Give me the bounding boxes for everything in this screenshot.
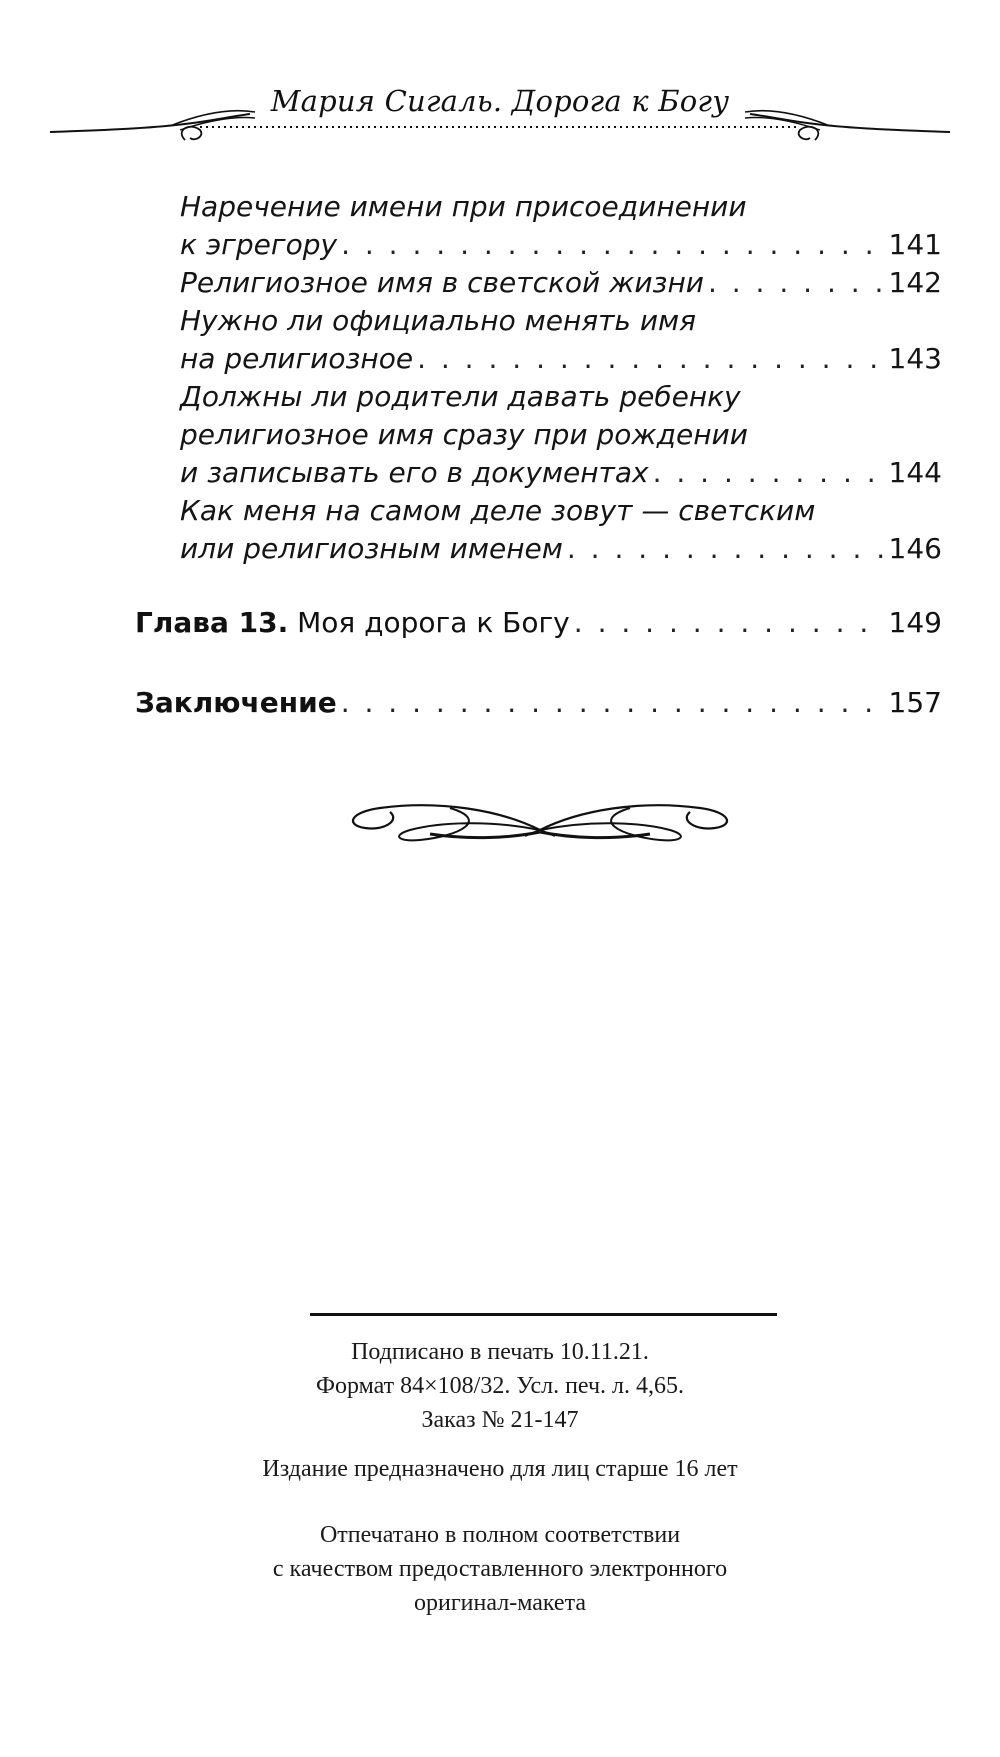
dot-leader xyxy=(417,340,884,378)
printing-notice-line: с качеством предоставленного электронного xyxy=(272,1556,728,1582)
toc-entry-chapter-13[interactable] xyxy=(135,604,942,642)
table-of-contents xyxy=(135,188,942,722)
header-ornament-rule xyxy=(50,100,950,160)
toc-entry-parents-religious-name[interactable] xyxy=(180,378,942,492)
order-number: Заказ № 21-147 xyxy=(421,1407,579,1433)
conclusion-label: Заключение xyxy=(135,686,337,719)
chapter-title: Моя дорога к Богу xyxy=(297,606,570,639)
dot-leader xyxy=(708,264,885,302)
toc-page-number: 141 xyxy=(888,228,942,261)
print-details xyxy=(0,1335,1000,1437)
printing-notice-line: оригинал-макета xyxy=(413,1590,587,1616)
toc-entry-conclusion[interactable] xyxy=(135,684,942,722)
printing-notice-line: Отпечатано в полном соответствии xyxy=(319,1522,681,1548)
toc-entry-line: Наречение имени при присоединении xyxy=(180,190,747,223)
toc-entry-name-at-joining[interactable] xyxy=(180,188,942,264)
toc-entry-title: к эгрегору xyxy=(180,228,338,261)
dot-leader xyxy=(574,604,885,642)
imprint-rule xyxy=(310,1313,777,1316)
running-header-title: Мария Сигаль. Дорога к Богу xyxy=(270,84,730,118)
toc-page-number: 142 xyxy=(888,266,942,299)
toc-entry-change-name-officially[interactable] xyxy=(180,302,942,378)
toc-page-number: 143 xyxy=(888,342,942,375)
toc-entry-line: Нужно ли официально менять имя xyxy=(180,304,696,337)
toc-entry-what-is-my-name[interactable] xyxy=(180,492,942,568)
signed-to-print: Подписано в печать 10.11.21. xyxy=(351,1339,649,1365)
toc-entry-line: Как меня на самом деле зовут — светским xyxy=(180,494,816,527)
dot-leader xyxy=(341,226,884,264)
toc-entry-title: или религиозным именем xyxy=(180,532,563,565)
format-info: Формат 84×108/32. Усл. печ. л. 4,65. xyxy=(315,1373,685,1399)
toc-entry-title: Религиозное имя в светской жизни xyxy=(180,266,704,299)
dot-leader xyxy=(567,530,885,568)
chapter-label: Глава 13. xyxy=(135,606,289,639)
dot-leader xyxy=(653,454,885,492)
age-notice: Издание предназначено для лиц старше 16 лет xyxy=(262,1456,738,1482)
toc-entry-title: на религиозное xyxy=(180,342,414,375)
decorative-flourish xyxy=(340,790,740,850)
toc-entry-line: Должны ли родители давать ребенку xyxy=(180,380,741,413)
toc-entry-title: и записывать его в документах xyxy=(180,456,649,489)
toc-page-number: 146 xyxy=(888,532,942,565)
toc-page-number: 149 xyxy=(888,606,942,639)
toc-entry-line: религиозное имя сразу при рождении xyxy=(180,418,748,451)
toc-page-number: 144 xyxy=(888,456,942,489)
toc-entry-religious-name-secular-life[interactable] xyxy=(180,264,942,302)
printing-notice xyxy=(0,1518,1000,1620)
toc-page-number: 157 xyxy=(888,686,942,719)
dot-leader xyxy=(341,684,885,722)
